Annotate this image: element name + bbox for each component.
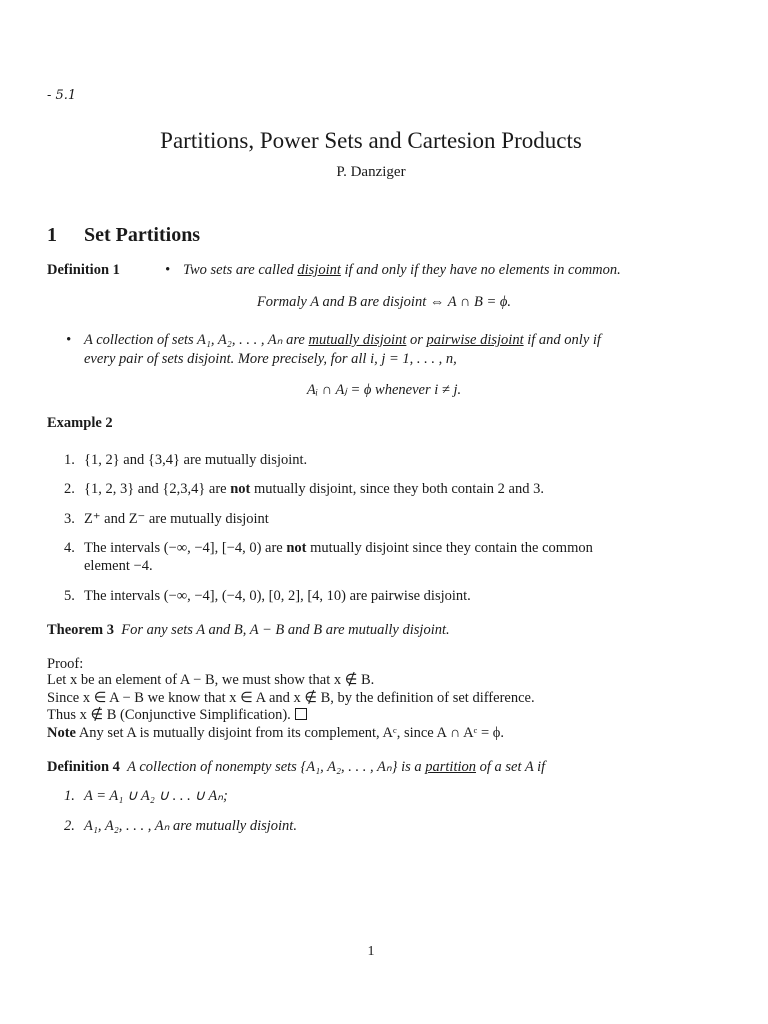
item-text: {1, 2} and {3,4} are mutually disjoint. — [84, 452, 308, 468]
item-text: A₁, A₂, . . . , Aₙ are mutually disjoint. — [84, 818, 297, 834]
author: P. Danziger — [336, 164, 406, 180]
section-title: Set Partitions — [84, 224, 201, 246]
item-number: 3. — [64, 511, 75, 527]
term-partition: partition — [425, 759, 477, 775]
proof-line-2: Let x be an element of A − B, we must show that x ∉ B. — [47, 672, 375, 688]
item-text: A = A₁ ∪ A₂ ∪ . . . ∪ Aₙ; — [84, 788, 228, 804]
example-item-5 — [64, 587, 471, 605]
definition-1-formal: Formaly A and B are disjoint ⇔ A ∩ B = ϕ. — [256, 294, 512, 310]
example-label: Example 2 — [47, 415, 113, 431]
header-note: - 5.1 — [47, 88, 77, 103]
note-line — [47, 724, 504, 742]
definition-1-label: Definition 1 — [47, 262, 120, 278]
bullet-icon: • — [165, 262, 171, 278]
page-number: 1 — [367, 944, 375, 959]
section-heading — [47, 224, 200, 247]
item-text: The intervals (−∞, −4], [−4, 0) are — [84, 540, 287, 556]
text-run: if and only if they have no elements in common. — [340, 262, 621, 278]
term-mutually-disjoint: mutually disjoint — [308, 332, 407, 348]
example-item-2 — [64, 480, 544, 498]
item-text: Z⁺ and Z⁻ are mutually disjoint — [84, 511, 269, 527]
definition-4-item-1 — [64, 787, 228, 805]
example-item-3 — [64, 510, 269, 528]
item-text: {1, 2, 3} and {2,3,4} are — [84, 481, 231, 497]
text-run: if and only if — [523, 332, 601, 348]
bullet-icon: • — [66, 332, 72, 348]
example-item-1 — [64, 451, 307, 469]
example-2-label — [47, 414, 113, 432]
definition-1-bullet-2-line2: every pair of sets disjoint. More precisely, for all i, j = 1, . . . , n, — [84, 351, 457, 367]
proof-text: Thus x ∉ B (Conjunctive Simplification). — [47, 707, 291, 723]
item-text: mutually disjoint, since they both contain 2 and 3. — [250, 481, 544, 497]
term-disjoint: disjoint — [297, 262, 341, 278]
item-number: 1. — [64, 788, 75, 804]
definition-4-label: Definition 4 — [47, 759, 120, 775]
text-run: A collection of sets A₁, A₂, . . . , Aₙ are — [84, 332, 309, 348]
item-text: mutually disjoint since they contain the common — [306, 540, 593, 556]
item-number: 2. — [64, 818, 75, 834]
item-number: 2. — [64, 481, 75, 497]
theorem-label: Theorem 3 — [47, 622, 114, 638]
item-number: 4. — [64, 540, 75, 556]
example-item-4 — [64, 539, 593, 557]
theorem-3 — [47, 621, 450, 639]
qed-box-icon — [295, 708, 307, 720]
term-pairwise-disjoint: pairwise disjoint — [426, 332, 524, 348]
text-run: A collection of nonempty sets {A₁, A₂, . . . , Aₙ} is a — [127, 759, 426, 775]
definition-4-item-2 — [64, 817, 297, 835]
item-emphasis: not — [286, 540, 307, 556]
item-number: 5. — [64, 588, 75, 604]
proof-line-4 — [47, 706, 307, 724]
text-run: Two sets are called — [183, 262, 298, 278]
definition-1-equation: Aᵢ ∩ Aⱼ = ϕ whenever i ≠ j. — [306, 382, 462, 398]
item-emphasis: not — [230, 481, 251, 497]
example-item-4-cont: element −4. — [84, 558, 153, 574]
proof-line-3: Since x ∈ A − B we know that x ∈ A and x ∉ B, by the definition of set difference. — [47, 690, 535, 706]
item-text: The intervals (−∞, −4], (−4, 0), [0, 2], [4, 10) are pairwise disjoint. — [84, 588, 471, 604]
paper-title: Partitions, Power Sets and Cartesion Products — [160, 128, 582, 153]
proof-line-1: Proof: — [47, 656, 84, 672]
definition-1-bullet-2-line1 — [66, 331, 601, 349]
note-text: Any set A is mutually disjoint from its complement, Aᶜ, since A ∩ Aᶜ = ϕ. — [76, 725, 505, 741]
definition-1-line1 — [47, 261, 120, 279]
note-label: Note — [47, 725, 76, 741]
text-run: or — [406, 332, 427, 348]
text-run: of a set A if — [476, 759, 546, 775]
definition-1-bullet-1 — [165, 261, 621, 279]
theorem-text: For any sets A and B, A − B and B are mutually disjoint. — [121, 622, 450, 638]
definition-4 — [47, 758, 545, 776]
item-number: 1. — [64, 452, 75, 468]
section-number: 1 — [47, 224, 57, 246]
